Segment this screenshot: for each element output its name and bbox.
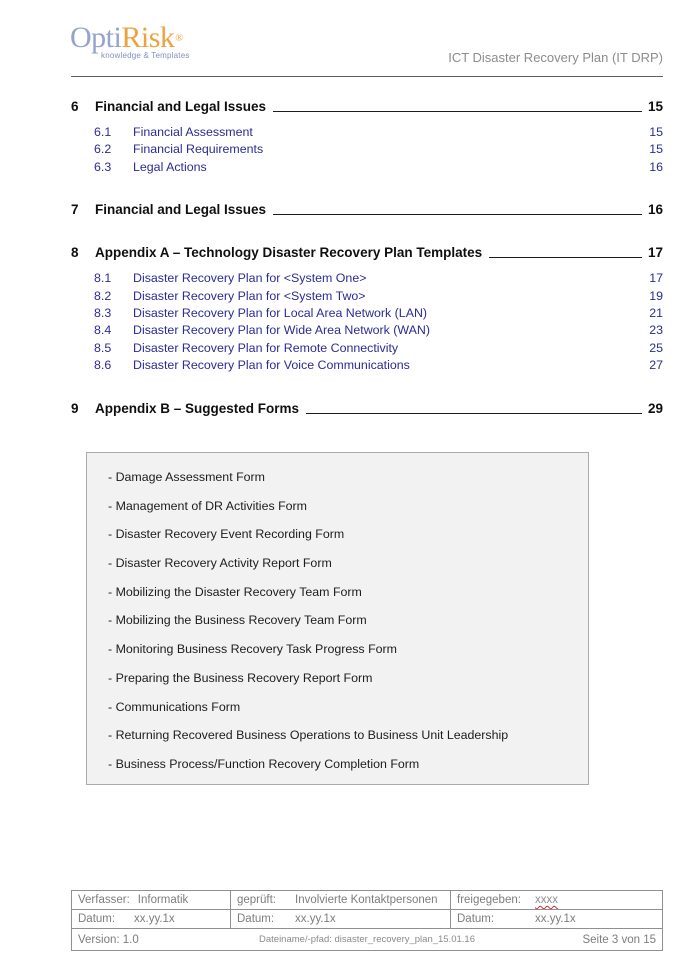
toc-section-number: 7	[71, 202, 79, 218]
toc-spacer	[398, 340, 649, 357]
suggested-forms-box	[86, 452, 589, 785]
toc-subsection-title: Disaster Recovery Plan for Local Area Network (LAN)	[133, 306, 428, 321]
geprueft-value: Involvierte Kontaktpersonen	[295, 894, 438, 906]
toc-subsection-page-number: 23	[649, 323, 663, 338]
toc-section-title: Financial and Legal Issues	[95, 99, 267, 114]
freigegeben-value: xxxx	[535, 894, 558, 906]
form-list-item: - Mobilizing the Business Recovery Team Form	[108, 613, 367, 628]
toc-section-title: Financial and Legal Issues	[95, 202, 267, 218]
verfasser-value: Informatik	[137, 894, 189, 906]
toc-subsection-number: 8.2	[94, 288, 112, 303]
toc-section-entry[interactable]	[71, 243, 663, 262]
toc-spacer	[366, 270, 649, 287]
form-list-item: - Management of DR Activities Form	[108, 498, 307, 513]
footer-cell-datum-2	[231, 910, 451, 928]
toc-subsection-entry[interactable]	[71, 141, 663, 158]
toc-spacer	[253, 124, 649, 141]
footer-cell-freigegeben	[451, 891, 662, 909]
logo-tagline: knowledge & Templates	[101, 51, 190, 60]
footer-row-authors	[72, 891, 662, 910]
form-list-item: - Mobilizing the Disaster Recovery Team Form	[108, 584, 362, 599]
verfasser-label: Verfasser:	[78, 894, 130, 906]
toc-subsection-number: 6.3	[94, 159, 112, 174]
toc-subsection-page-number: 19	[649, 288, 663, 303]
toc-leader-line	[273, 214, 642, 215]
form-list-item: - Preparing the Business Recovery Report Form	[108, 670, 373, 685]
toc-section-title: Appendix B – Suggested Forms	[95, 400, 300, 416]
table-of-contents	[71, 97, 663, 418]
toc-section-page-number: 16	[647, 202, 663, 218]
datum-value: xx.yy.1x	[134, 913, 175, 925]
toc-subsection-title: Disaster Recovery Plan for <System One>	[133, 271, 367, 286]
toc-leader-line	[306, 413, 642, 414]
toc-spacer	[207, 159, 649, 176]
form-list-item: - Monitoring Business Recovery Task Progress Form	[108, 642, 397, 657]
toc-section-page-number: 29	[647, 400, 663, 416]
page-indicator: Seite 3 von 15	[582, 933, 656, 946]
toc-section-page-number: 17	[647, 245, 663, 261]
document-header-title: ICT Disaster Recovery Plan (IT DRP)	[448, 50, 663, 65]
toc-subsection-entry[interactable]	[71, 322, 663, 339]
toc-subsection-entry[interactable]	[71, 124, 663, 141]
footer-cell-verfasser	[72, 891, 231, 909]
toc-subsection-entry[interactable]	[71, 270, 663, 287]
toc-subsection-number: 6.1	[94, 125, 112, 139]
form-list-item: - Business Process/Function Recovery Completion Form	[108, 756, 420, 771]
logo-text-risk: Risk	[121, 21, 175, 54]
optirisk-logo	[70, 22, 190, 60]
toc-section-group	[71, 399, 663, 418]
toc-subsection-title: Disaster Recovery Plan for Wide Area Network (WAN)	[133, 323, 430, 338]
toc-leader-line	[273, 111, 642, 112]
logo-text-opti: Opti	[70, 21, 122, 54]
toc-subsection-page-number: 21	[649, 306, 663, 321]
toc-section-number: 9	[71, 400, 79, 416]
header-divider	[71, 76, 663, 77]
toc-subsection-number: 8.1	[94, 271, 112, 286]
toc-subsection-entry[interactable]	[71, 305, 663, 322]
toc-subsection-title: Financial Assessment	[133, 125, 253, 139]
toc-section-entry[interactable]	[71, 399, 663, 418]
toc-subsection-title: Disaster Recovery Plan for Voice Communications	[133, 358, 410, 373]
registered-trademark-icon: ®	[175, 33, 183, 44]
toc-subsection-title: Financial Requirements	[133, 142, 264, 157]
toc-section-page-number: 15	[647, 99, 663, 114]
form-list-item: - Disaster Recovery Activity Report Form	[108, 556, 332, 571]
toc-spacer	[263, 141, 649, 158]
toc-subsection-number: 8.6	[94, 358, 112, 373]
toc-subsection-page-number: 16	[649, 159, 663, 174]
footer-row-dates	[72, 910, 662, 929]
toc-spacer	[410, 357, 649, 374]
toc-subsection-title: Disaster Recovery Plan for <System Two>	[133, 288, 366, 303]
toc-subsection-title: Disaster Recovery Plan for Remote Connectivity	[133, 340, 399, 355]
toc-subsection-number: 6.2	[94, 142, 112, 157]
datum-label: Datum:	[457, 913, 495, 925]
toc-subsection-number: 8.5	[94, 340, 112, 355]
toc-section-number: 6	[71, 99, 79, 114]
toc-section-title: Appendix A – Technology Disaster Recovery Plan Templates	[95, 245, 483, 261]
footer-cell-geprueft	[231, 891, 451, 909]
footer-cell-datum-1	[72, 910, 231, 928]
toc-section-group	[71, 97, 663, 176]
forms-list	[108, 463, 578, 779]
form-list-item: - Communications Form	[108, 699, 241, 714]
toc-subsection-page-number: 17	[649, 271, 663, 286]
form-list-item: - Damage Assessment Form	[108, 470, 265, 484]
geprueft-label: geprüft:	[237, 894, 276, 906]
toc-subsection-page-number: 25	[649, 340, 663, 355]
datum-label: Datum:	[237, 913, 275, 925]
toc-section-entry[interactable]	[71, 97, 663, 116]
toc-spacer	[366, 288, 650, 305]
toc-subsection-group	[71, 124, 663, 176]
datum-value: xx.yy.1x	[295, 913, 336, 925]
toc-subsection-page-number: 15	[649, 142, 663, 157]
document-footer-table	[71, 890, 663, 951]
toc-leader-line	[489, 257, 642, 258]
toc-section-group	[71, 200, 663, 219]
toc-section-number: 8	[71, 245, 79, 261]
toc-subsection-entry[interactable]	[71, 357, 663, 374]
toc-subsection-number: 8.3	[94, 306, 112, 321]
toc-section-entry[interactable]	[71, 200, 663, 219]
toc-subsection-group	[71, 270, 663, 374]
toc-spacer	[430, 322, 649, 339]
freigegeben-label: freigegeben:	[457, 894, 521, 906]
toc-subsection-entry[interactable]	[71, 159, 663, 176]
form-list-item: - Returning Recovered Business Operations to Business Unit Leadership	[108, 728, 509, 743]
toc-subsection-page-number: 27	[649, 358, 663, 373]
toc-spacer	[427, 305, 649, 322]
filepath-label: Dateiname/-pfad: disaster_recovery_plan_15.01.16	[259, 934, 475, 945]
footer-row-version	[72, 929, 662, 950]
footer-cell-datum-3	[451, 910, 662, 928]
toc-subsection-number: 8.4	[94, 323, 112, 338]
toc-subsection-entry[interactable]	[71, 340, 663, 357]
toc-section-group	[71, 243, 663, 374]
version-label: Version: 1.0	[78, 933, 139, 946]
toc-subsection-title: Legal Actions	[133, 159, 207, 174]
toc-subsection-entry[interactable]	[71, 288, 663, 305]
datum-value: xx.yy.1x	[535, 913, 576, 925]
form-list-item: - Disaster Recovery Event Recording Form	[108, 527, 345, 542]
toc-subsection-page-number: 15	[649, 125, 663, 139]
datum-label: Datum:	[78, 913, 116, 925]
